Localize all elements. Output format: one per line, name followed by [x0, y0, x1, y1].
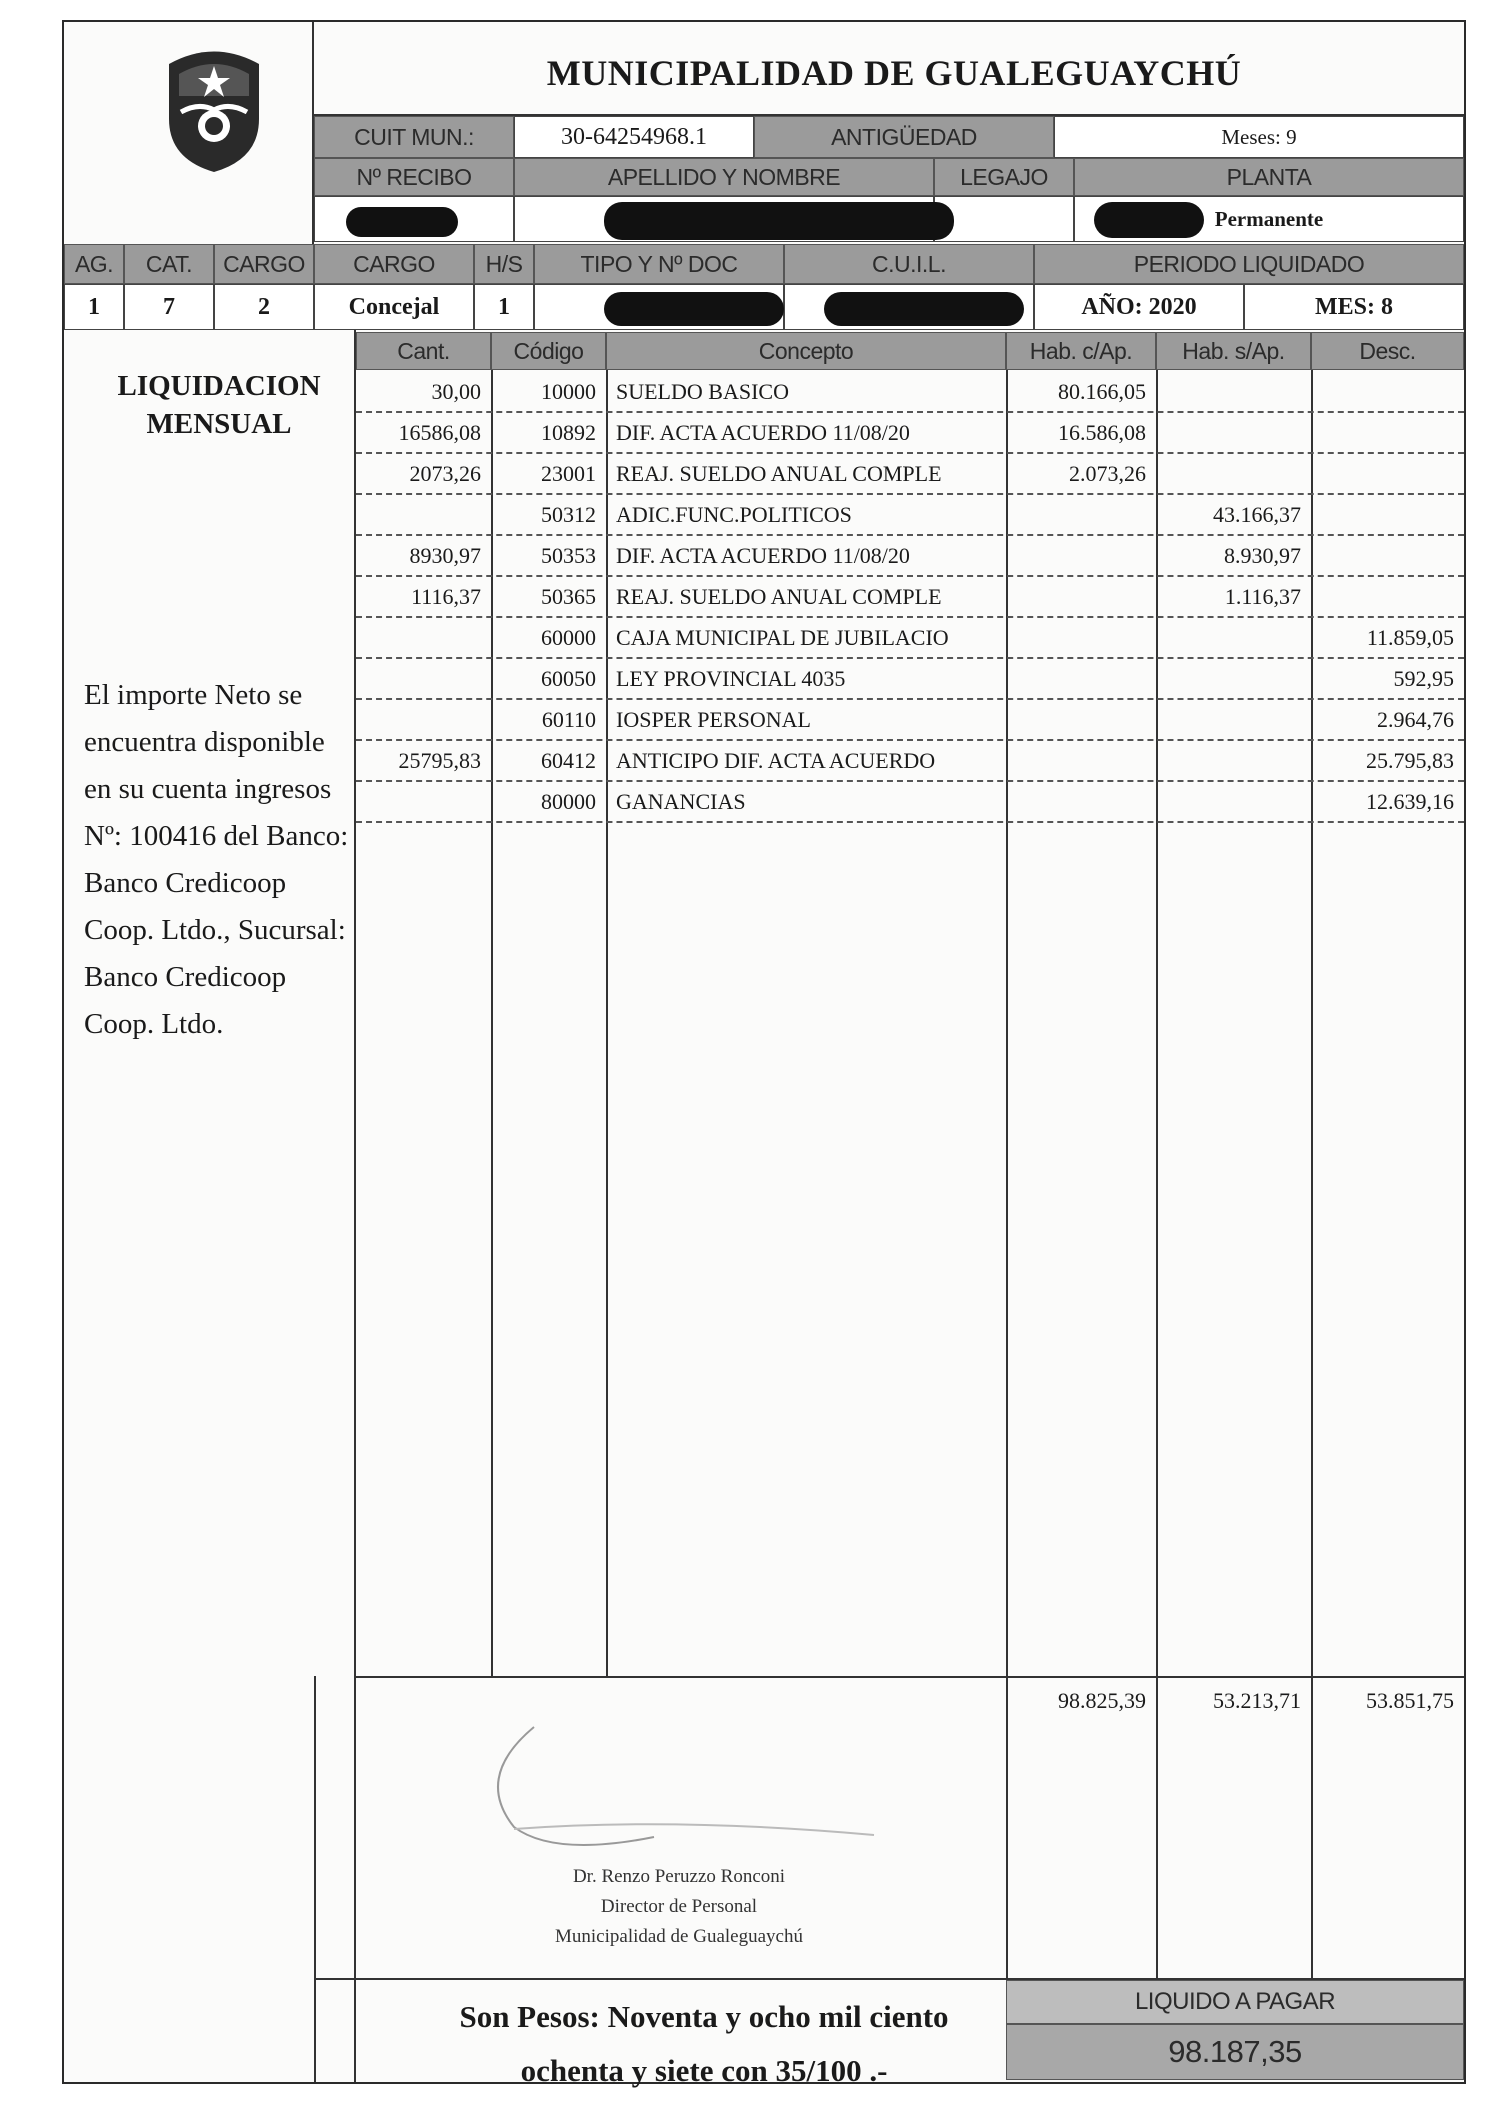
- cell-codigo: 23001: [541, 461, 596, 486]
- cargo-value: 2: [214, 284, 314, 330]
- row-divider: [356, 411, 1464, 413]
- legajo-label: LEGAJO: [934, 158, 1074, 196]
- liquido-value: 98.187,35: [1006, 2024, 1464, 2080]
- planta-label: PLANTA: [1074, 158, 1464, 196]
- row-divider: [356, 780, 1464, 782]
- cell-codigo: 10892: [541, 420, 596, 445]
- periodo-label: PERIODO LIQUIDADO: [1034, 244, 1464, 284]
- cell-desc: 592,95: [1393, 666, 1454, 691]
- recibo-label: Nº RECIBO: [314, 158, 514, 196]
- son-pesos-text: [334, 1990, 1074, 2098]
- cell-concepto: DIF. ACTA ACUERDO 11/08/20: [616, 543, 910, 568]
- signature-org: Municipalidad de Gualeguaychú: [555, 1926, 803, 1947]
- cell-codigo: 60050: [541, 666, 596, 691]
- cell-cant: 1116,37: [411, 584, 481, 609]
- tipo-doc-label: TIPO Y Nº DOC: [534, 244, 784, 284]
- col-concepto-header: Concepto: [606, 332, 1006, 370]
- cell-hab-c: 80.166,05: [1058, 379, 1146, 404]
- cell-codigo: 60110: [541, 707, 596, 732]
- col-codigo-header: Código: [491, 332, 606, 370]
- cargo-label: CARGO: [214, 244, 314, 284]
- mes-value: MES: 8: [1244, 284, 1464, 330]
- cell-concepto: ADIC.FUNC.POLITICOS: [616, 502, 852, 527]
- cell-codigo: 60412: [541, 748, 596, 773]
- total-hab-c: 98.825,39: [1058, 1688, 1146, 1713]
- cell-hab-c: 2.073,26: [1069, 461, 1146, 486]
- cuit-value: 30-64254968.1: [514, 116, 754, 158]
- liquidacion-title: LIQUIDACION MENSUAL: [117, 370, 321, 440]
- legajo-value: [934, 196, 1074, 242]
- redaction-bar: [346, 207, 458, 237]
- col-desc-header: Desc.: [1311, 332, 1464, 370]
- row-divider: [356, 821, 1464, 823]
- row-divider: [356, 452, 1464, 454]
- redaction-bar: [1094, 202, 1204, 238]
- cell-desc: 11.859,05: [1366, 625, 1454, 650]
- total-desc: 53.851,75: [1366, 1688, 1454, 1713]
- cell-concepto: LEY PROVINCIAL 4035: [616, 666, 846, 691]
- redaction-bar: [604, 202, 954, 240]
- col-hab-s-header: Hab. s/Ap.: [1156, 332, 1311, 370]
- row-divider: [356, 575, 1464, 577]
- cell-concepto: REAJ. SUELDO ANUAL COMPLE: [616, 461, 942, 486]
- cell-codigo: 10000: [541, 379, 596, 404]
- municipal-shield-icon: [159, 44, 269, 174]
- cell-hab-s: 8.930,97: [1224, 543, 1301, 568]
- cargo2-value: Concejal: [314, 284, 474, 330]
- cuit-label: CUIT MUN.:: [314, 116, 514, 158]
- cell-concepto: CAJA MUNICIPAL DE JUBILACIO: [616, 625, 949, 650]
- son-pesos-line1: Son Pesos: Noventa y ocho mil ciento: [459, 1999, 949, 2034]
- pay-slip: [62, 20, 1466, 2088]
- cell-hab-s: 43.166,37: [1213, 502, 1301, 527]
- row-divider: [356, 657, 1464, 659]
- cell-cant: 30,00: [431, 379, 481, 404]
- cell-cant: 2073,26: [409, 461, 481, 486]
- cuil-label: C.U.I.L.: [784, 244, 1034, 284]
- cell-concepto: REAJ. SUELDO ANUAL COMPLE: [616, 584, 942, 609]
- cat-value: 7: [124, 284, 214, 330]
- col-cant-header: Cant.: [356, 332, 491, 370]
- hs-label: H/S: [474, 244, 534, 284]
- cell-hab-s: 1.116,37: [1224, 584, 1301, 609]
- cell-desc: 25.795,83: [1366, 748, 1454, 773]
- cell-cant: 8930,97: [409, 543, 481, 568]
- cell-cant: 25795,83: [398, 748, 481, 773]
- signature-name: Dr. Renzo Peruzzo Ronconi: [572, 1866, 786, 1887]
- col-hab-c-header: Hab. c/Ap.: [1006, 332, 1156, 370]
- cell-codigo: 50353: [541, 543, 596, 568]
- hs-value: 1: [474, 284, 534, 330]
- signature-block: [444, 1862, 914, 1952]
- row-divider: [356, 698, 1464, 700]
- row-divider: [356, 739, 1464, 741]
- cell-codigo: 80000: [541, 789, 596, 814]
- redaction-bar: [604, 292, 784, 326]
- cell-cant: 16586,08: [398, 420, 481, 445]
- cell-concepto: ANTICIPO DIF. ACTA ACUERDO: [616, 748, 936, 773]
- cell-codigo: 50312: [541, 502, 596, 527]
- cell-concepto: GANANCIAS: [616, 789, 746, 814]
- cat-label: CAT.: [124, 244, 214, 284]
- cell-concepto: SUELDO BASICO: [616, 379, 789, 404]
- cell-codigo: 60000: [541, 625, 596, 650]
- antiguedad-value: Meses: 9: [1054, 116, 1464, 158]
- cell-desc: 2.964,76: [1377, 707, 1454, 732]
- signature-scribble: [474, 1717, 894, 1857]
- row-divider: [356, 616, 1464, 618]
- son-pesos-line2: ochenta y siete con 35/100 .-: [520, 2053, 888, 2088]
- cell-hab-c: 16.586,08: [1058, 420, 1146, 445]
- cell-concepto: DIF. ACTA ACUERDO 11/08/20: [616, 420, 910, 445]
- cell-codigo: 50365: [541, 584, 596, 609]
- planta-value: Permanente: [1074, 196, 1464, 242]
- liquido-label: LIQUIDO A PAGAR: [1006, 1980, 1464, 2024]
- row-divider: [356, 534, 1464, 536]
- bank-note: El importe Neto se encuentra disponible en su cuenta ingresos Nº: 100416 del Banco: Banco Credicoop Coop. Ltdo., Sucursal: Banco Credicoop Coop. Ltdo.: [84, 679, 349, 1040]
- cargo2-label: CARGO: [314, 244, 474, 284]
- signature-role: Director de Personal: [600, 1896, 758, 1917]
- antiguedad-label: ANTIGÜEDAD: [754, 116, 1054, 158]
- total-hab-s: 53.213,71: [1213, 1688, 1301, 1713]
- apellido-label: APELLIDO Y NOMBRE: [514, 158, 934, 196]
- cell-desc: 12.639,16: [1366, 789, 1454, 814]
- redaction-bar: [824, 292, 1024, 326]
- page-title: MUNICIPALIDAD DE GUALEGUAYCHÚ: [546, 53, 1242, 93]
- anio-value: AÑO: 2020: [1034, 284, 1244, 330]
- ag-value: 1: [64, 284, 124, 330]
- row-divider: [356, 493, 1464, 495]
- cell-concepto: IOSPER PERSONAL: [616, 707, 811, 732]
- ag-label: AG.: [64, 244, 124, 284]
